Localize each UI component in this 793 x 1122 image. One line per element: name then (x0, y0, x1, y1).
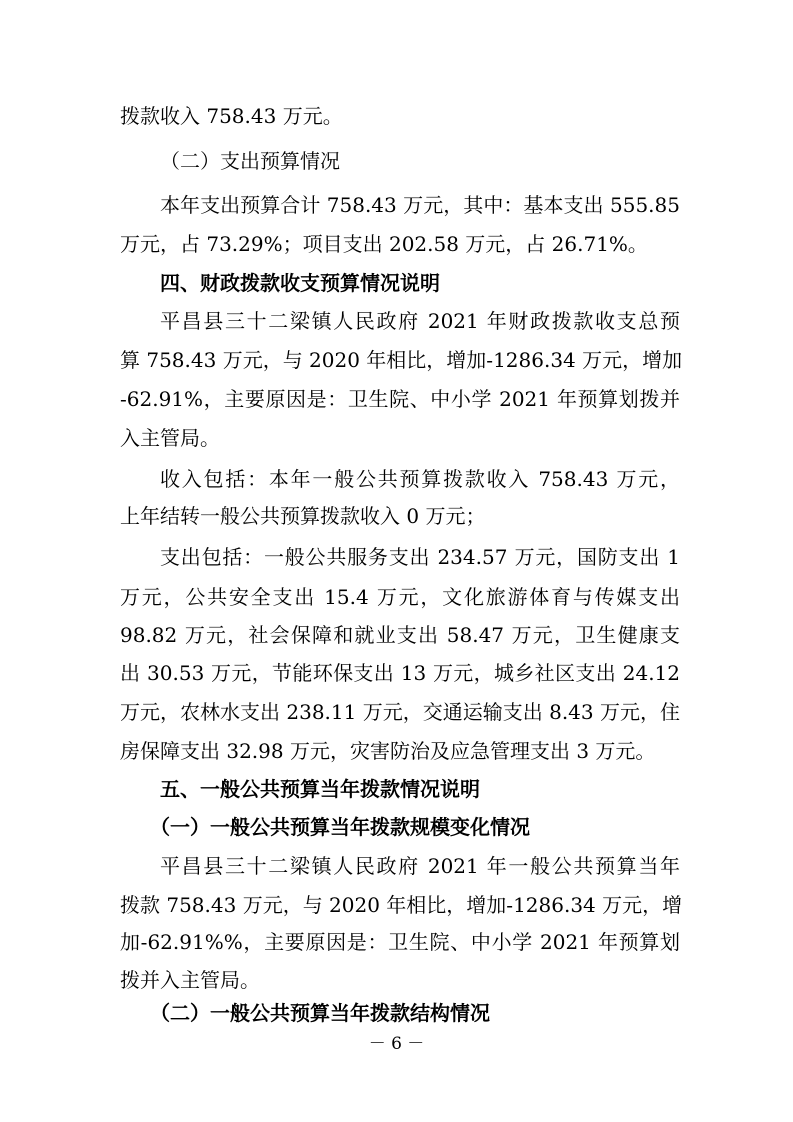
paragraph-line: 本年支出预算合计 758.43 万元，其中：基本支出 555.85 (160, 193, 680, 217)
paragraph-line: 收入包括：本年一般公共预算拨款收入 758.43 万元， (160, 467, 680, 491)
paragraph-line: 算 758.43 万元，与 2020 年相比，增加-1286.34 万元，增加 (120, 348, 683, 372)
section-heading-expense-budget: （二）支出预算情况 (160, 149, 340, 173)
paragraph-line: 房保障支出 32.98 万元，灾害防治及应急管理支出 3 万元。 (120, 739, 656, 763)
paragraph-line: 入主管局。 (120, 426, 220, 450)
paragraph-line: 拨并入主管局。 (120, 968, 260, 992)
paragraph-line: 万元，公共安全支出 15.4 万元，文化旅游体育与传媒支出 (120, 585, 680, 609)
subsection-heading-scale-change: （一）一般公共预算当年拨款规模变化情况 (150, 815, 530, 839)
section-heading-4: 四、财政拨款收支预算情况说明 (160, 271, 440, 295)
paragraph-line: 98.82 万元，社会保障和就业支出 58.47 万元，卫生健康支 (120, 623, 680, 647)
paragraph-line: -62.91%，主要原因是：卫生院、中小学 2021 年预算划拨并 (120, 387, 680, 411)
paragraph-line: 加-62.91%%，主要原因是：卫生院、中小学 2021 年预算划 (120, 930, 680, 954)
page-number: － 6 － (368, 1034, 425, 1054)
paragraph-line: 拨款收入 758.43 万元。 (120, 104, 343, 128)
section-heading-5: 五、一般公共预算当年拨款情况说明 (160, 777, 480, 801)
subsection-heading-structure: （二）一般公共预算当年拨款结构情况 (150, 1001, 490, 1025)
paragraph-line: 平昌县三十二梁镇人民政府 2021 年财政拨款收支总预 (160, 309, 680, 333)
paragraph-line: 支出包括：一般公共服务支出 234.57 万元，国防支出 1 (160, 545, 680, 569)
paragraph-line: 平昌县三十二梁镇人民政府 2021 年一般公共预算当年 (160, 854, 680, 878)
paragraph-line: 出 30.53 万元，节能环保支出 13 万元，城乡社区支出 24.12 (120, 661, 680, 685)
paragraph-line: 万元，农林水支出 238.11 万元，交通运输支出 8.43 万元，住 (120, 700, 680, 724)
paragraph-line: 拨款 758.43 万元，与 2020 年相比，增加-1286.34 万元，增 (120, 893, 683, 917)
paragraph-line: 万元，占 73.29%；项目支出 202.58 万元，占 26.71%。 (120, 232, 648, 256)
paragraph-line: 上年结转一般公共预算拨款收入 0 万元； (120, 504, 486, 528)
